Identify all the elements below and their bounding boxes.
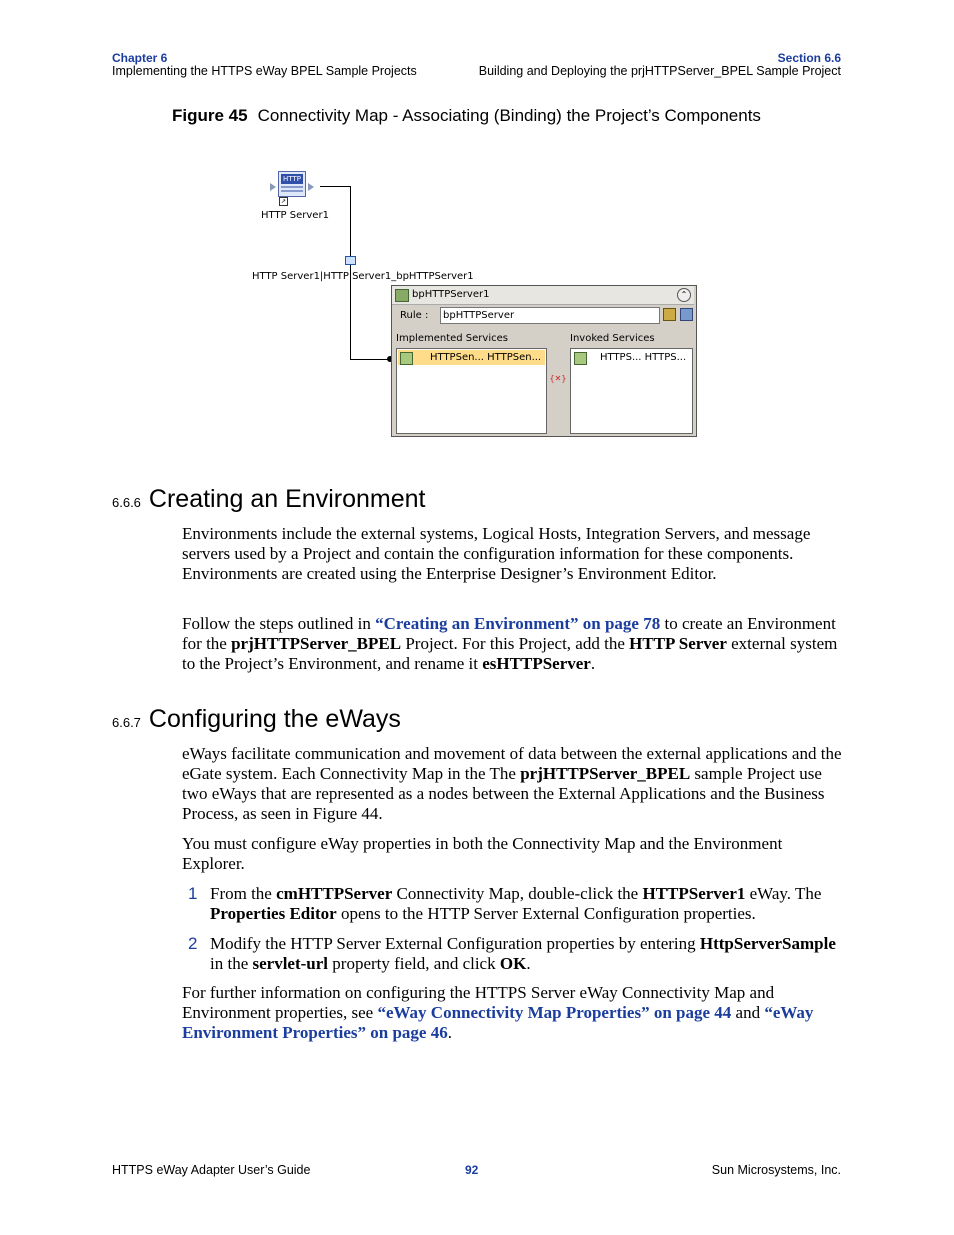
step-text: From the cmHTTPServer Connectivity Map, double-click the HTTPServer1 eWay. The Properties Editor opens to the HTTP Server External Configuration properties. xyxy=(210,884,822,923)
chapter-label: Chapter 6 xyxy=(112,51,168,65)
invoked-services-list[interactable] xyxy=(570,348,693,434)
bp-title: bpHTTPServer1 xyxy=(412,289,490,300)
bp-icon xyxy=(395,289,409,302)
step-text: Modify the HTTP Server External Configuration properties by entering HttpServerSample in the servlet-url property field, and click OK. xyxy=(210,934,836,973)
collapse-icon[interactable]: ⌃ xyxy=(677,288,691,302)
section-number: 6.6.7 xyxy=(112,715,141,730)
rule-field[interactable] xyxy=(440,307,660,324)
rule-label: Rule : xyxy=(400,310,429,321)
rule-editor-icon[interactable] xyxy=(663,308,676,321)
rule-value: bpHTTPServer xyxy=(443,310,515,321)
service-icon xyxy=(574,352,587,365)
implemented-service-item[interactable]: HTTPSen... HTTPSen... xyxy=(398,350,545,365)
section-heading-666 xyxy=(112,485,425,517)
http-server-icon: HTTP ↗ xyxy=(270,171,320,201)
invoked-service-item[interactable]: HTTPS... HTTPS... xyxy=(572,350,691,365)
cross-ref-link[interactable]: “eWay Environment Properties” on page 46 xyxy=(182,1003,814,1042)
running-header-right xyxy=(479,52,841,78)
paragraph: You must configure eWay properties in both the Connectivity Map and the Environment Explorer. xyxy=(182,834,783,873)
section-title: Creating an Environment xyxy=(148,485,426,513)
implemented-services-list[interactable] xyxy=(396,348,547,434)
section-label: Section 6.6 xyxy=(777,51,841,65)
section-title: Building and Deploying the prjHTTPServer_BPEL Sample Project xyxy=(478,64,841,78)
link-label: HTTP Server1|HTTP Server1_bpHTTPServer1 xyxy=(252,271,474,282)
section-title: Configuring the eWays xyxy=(148,705,401,733)
footer-company: Sun Microsystems, Inc. xyxy=(711,1163,841,1177)
binding-icon: {✕} xyxy=(549,374,567,383)
cross-ref-link[interactable]: “eWay Connectivity Map Properties” on page 44 xyxy=(377,1003,732,1022)
http-server-label: HTTP Server1 xyxy=(261,210,329,221)
implemented-services-label: Implemented Services xyxy=(396,333,508,344)
paragraph: For further information on configuring the HTTPS Server eWay Connectivity Map and Environment properties, see “eWay Connectivity Map Properties” on page 44 and “eWay Environment Properties” on page 46. xyxy=(182,983,814,1042)
page-number: 92 xyxy=(465,1163,479,1177)
footer-title: HTTPS eWay Adapter User’s Guide xyxy=(112,1163,311,1177)
bp-title-bar xyxy=(392,286,694,305)
http-icon-label: HTTP xyxy=(281,174,303,184)
step-number: 1 xyxy=(188,884,198,903)
figure-caption-text: Connectivity Map - Associating (Binding) the Project’s Components xyxy=(257,106,761,125)
section-heading-667 xyxy=(112,705,401,737)
step-number: 2 xyxy=(188,934,198,953)
link-node-icon[interactable] xyxy=(345,256,356,265)
invoked-services-label: Invoked Services xyxy=(570,333,655,344)
section-number: 6.6.6 xyxy=(112,495,141,510)
service-icon xyxy=(400,352,413,365)
cross-ref-link[interactable]: “Creating an Environment” on page 78 xyxy=(375,614,661,633)
paragraph: Follow the steps outlined in “Creating an Environment” on page 78 to create an Environment for the prjHTTPServer_BPEL Project. For this Project, add the HTTP Server external system to the Project’s Environment, and rename it esHTTPServer. xyxy=(182,614,838,673)
business-process-panel xyxy=(391,285,697,437)
rule-run-icon[interactable] xyxy=(680,308,693,321)
figure-caption xyxy=(172,106,761,126)
chapter-title: Implementing the HTTPS eWay BPEL Sample Projects xyxy=(112,64,417,78)
paragraph: Environments include the external systems, Logical Hosts, Integration Servers, and message servers used by a Project and contain the configuration information for these components. Environments are created using the Enterprise Designer’s Environment Editor. xyxy=(182,524,811,583)
connectivity-map-figure xyxy=(240,165,710,445)
figure-label: Figure 45 xyxy=(172,106,248,125)
running-header-left xyxy=(112,52,417,78)
paragraph: eWays facilitate communication and movement of data between the external applications and the eGate system. Each Connectivity Map in the The prjHTTPServer_BPEL sample Project use two eWays that are represented as a nodes between the External Applications and the Business Process, as seen in Figure 44. xyxy=(182,744,842,823)
